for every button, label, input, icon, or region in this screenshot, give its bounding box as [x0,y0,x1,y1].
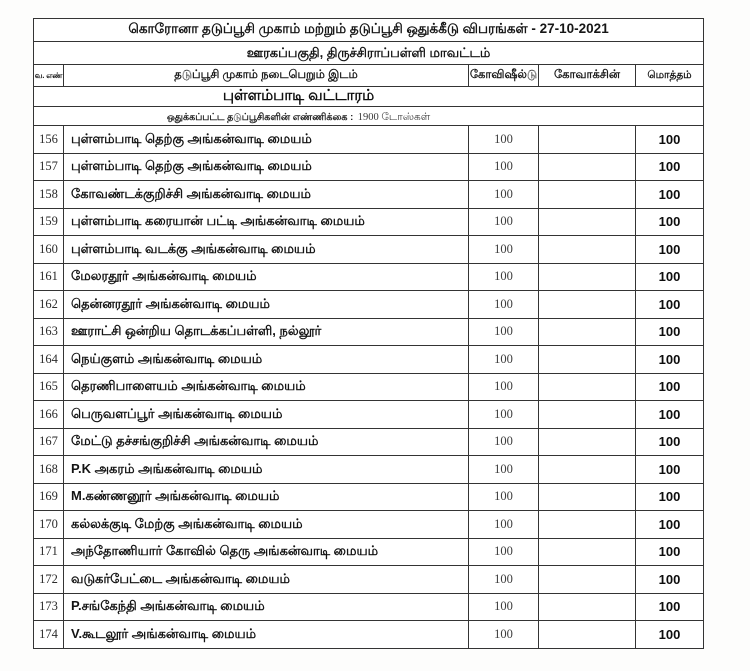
allocation-row [34,107,704,126]
row-covaxin-count [539,181,636,209]
table-row [34,483,704,511]
row-serial-number: 174 [34,621,64,649]
row-serial-number: 172 [34,566,64,594]
column-header-row [34,65,704,87]
row-total-count: 100 [636,566,704,594]
row-covaxin-count [539,566,636,594]
row-total-count: 100 [636,346,704,374]
row-venue: நெய்குளம் அங்கன்வாடி மையம் [64,346,469,374]
row-covaxin-count [539,153,636,181]
table-row [34,208,704,236]
row-covishield-count: 100 [469,373,539,401]
table-row [34,593,704,621]
title-row [34,19,704,42]
col-header-covaxin: கோவாக்சின் [539,65,636,87]
row-total-count: 100 [636,318,704,346]
row-covaxin-count [539,538,636,566]
table-row [34,181,704,209]
allocation-value: 1900 டோஸ்கள் [357,112,431,123]
col-header-total: மொத்தம் [636,65,704,87]
row-covishield-count: 100 [469,181,539,209]
row-total-count: 100 [636,373,704,401]
row-covishield-count: 100 [469,236,539,264]
row-covishield-count: 100 [469,538,539,566]
row-covaxin-count [539,456,636,484]
row-serial-number: 167 [34,428,64,456]
col-header-covishield: கோவிஷீல்டு [469,65,539,87]
row-venue: கோவண்டக்குறிச்சி அங்கன்வாடி மையம் [64,181,469,209]
row-total-count: 100 [636,236,704,264]
row-total-count: 100 [636,538,704,566]
row-serial-number: 166 [34,401,64,429]
row-serial-number: 157 [34,153,64,181]
row-venue: V.கூடலூர் அங்கன்வாடி மையம் [64,621,469,649]
row-covishield-count: 100 [469,126,539,154]
row-total-count: 100 [636,621,704,649]
table-row [34,456,704,484]
row-covishield-count: 100 [469,511,539,539]
row-total-count: 100 [636,263,704,291]
row-serial-number: 161 [34,263,64,291]
row-covaxin-count [539,511,636,539]
section-title: புள்ளம்பாடி வட்டாரம் [34,87,704,107]
row-covishield-count: 100 [469,621,539,649]
row-venue: கல்லக்குடி மேற்கு அங்கன்வாடி மையம் [64,511,469,539]
row-total-count: 100 [636,483,704,511]
row-venue: P.சங்கேந்தி அங்கன்வாடி மையம் [64,593,469,621]
col-header-venue: தடுப்பூசி முகாம் நடைபெறும் இடம் [64,65,469,87]
row-total-count: 100 [636,291,704,319]
row-covishield-count: 100 [469,593,539,621]
row-total-count: 100 [636,401,704,429]
row-covishield-count: 100 [469,318,539,346]
row-covishield-count: 100 [469,263,539,291]
row-serial-number: 156 [34,126,64,154]
table-row [34,153,704,181]
table-row [34,291,704,319]
row-covaxin-count [539,401,636,429]
table-row [34,373,704,401]
row-covishield-count: 100 [469,291,539,319]
row-venue: தெரணிபாளையம் அங்கன்வாடி மையம் [64,373,469,401]
table-row [34,126,704,154]
table-row [34,263,704,291]
row-venue: பெருவளப்பூர் அங்கன்வாடி மையம் [64,401,469,429]
row-serial-number: 171 [34,538,64,566]
row-covaxin-count [539,318,636,346]
row-covaxin-count [539,291,636,319]
row-total-count: 100 [636,511,704,539]
row-serial-number: 165 [34,373,64,401]
table-row [34,566,704,594]
vaccination-table [33,18,704,649]
table-row [34,621,704,649]
row-venue: அந்தோணியார் கோவில் தெரு அங்கன்வாடி மையம் [64,538,469,566]
row-serial-number: 168 [34,456,64,484]
row-covaxin-count [539,373,636,401]
row-serial-number: 173 [34,593,64,621]
row-serial-number: 164 [34,346,64,374]
document-title: கொரோனா தடுப்பூசி முகாம் மற்றும் தடுப்பூசி ஒதுக்கீடு விபரங்கள் - 27-10-2021 [34,19,704,42]
row-serial-number: 160 [34,236,64,264]
allocation-note [34,107,704,126]
row-serial-number: 159 [34,208,64,236]
row-venue: M.கண்ணனூர் அங்கன்வாடி மையம் [64,483,469,511]
section-header-row [34,87,704,107]
row-covaxin-count [539,428,636,456]
row-total-count: 100 [636,456,704,484]
row-covishield-count: 100 [469,208,539,236]
row-covaxin-count [539,346,636,374]
table-row [34,346,704,374]
row-total-count: 100 [636,126,704,154]
row-serial-number: 170 [34,511,64,539]
row-venue: ஊராட்சி ஒன்றிய தொடக்கப்பள்ளி, நல்லூர் [64,318,469,346]
row-covaxin-count [539,126,636,154]
row-covaxin-count [539,483,636,511]
row-covaxin-count [539,621,636,649]
row-covishield-count: 100 [469,483,539,511]
row-total-count: 100 [636,593,704,621]
row-covaxin-count [539,593,636,621]
row-venue: வடுகர்பேட்டை அங்கன்வாடி மையம் [64,566,469,594]
row-total-count: 100 [636,208,704,236]
row-venue: மேலரதூர் அங்கன்வாடி மையம் [64,263,469,291]
row-covaxin-count [539,236,636,264]
document-subtitle: ஊரகப்பகுதி, திருச்சிராப்பள்ளி மாவட்டம் [34,42,704,65]
table-row [34,401,704,429]
subtitle-row [34,42,704,65]
row-total-count: 100 [636,181,704,209]
row-covishield-count: 100 [469,401,539,429]
row-venue: P.K அகரம் அங்கன்வாடி மையம் [64,456,469,484]
row-covaxin-count [539,263,636,291]
row-venue: புள்ளம்பாடி தெற்கு அங்கன்வாடி மையம் [64,153,469,181]
row-covishield-count: 100 [469,153,539,181]
table-header-block [34,19,704,126]
table-data-body [34,126,704,649]
table-row [34,511,704,539]
row-venue: மேட்டு தச்சங்குறிச்சி அங்கன்வாடி மையம் [64,428,469,456]
table-row [34,428,704,456]
row-venue: புள்ளம்பாடி கரையான் பட்டி அங்கன்வாடி மையம் [64,208,469,236]
row-venue: தென்னரதூர் அங்கன்வாடி மையம் [64,291,469,319]
row-covishield-count: 100 [469,428,539,456]
row-serial-number: 169 [34,483,64,511]
allocation-label: ஒதுக்கப்பட்ட தடுப்பூசிகளின் எண்ணிக்கை : [166,112,354,123]
row-covishield-count: 100 [469,346,539,374]
row-venue: புள்ளம்பாடி வடக்கு அங்கன்வாடி மையம் [64,236,469,264]
row-total-count: 100 [636,153,704,181]
row-venue: புள்ளம்பாடி தெற்கு அங்கன்வாடி மையம் [64,126,469,154]
col-header-serial-number: வ. எண் [34,65,64,87]
row-serial-number: 158 [34,181,64,209]
row-covishield-count: 100 [469,566,539,594]
table-row [34,538,704,566]
table-row [34,318,704,346]
row-serial-number: 162 [34,291,64,319]
row-serial-number: 163 [34,318,64,346]
row-covishield-count: 100 [469,456,539,484]
row-total-count: 100 [636,428,704,456]
row-covaxin-count [539,208,636,236]
table-row [34,236,704,264]
